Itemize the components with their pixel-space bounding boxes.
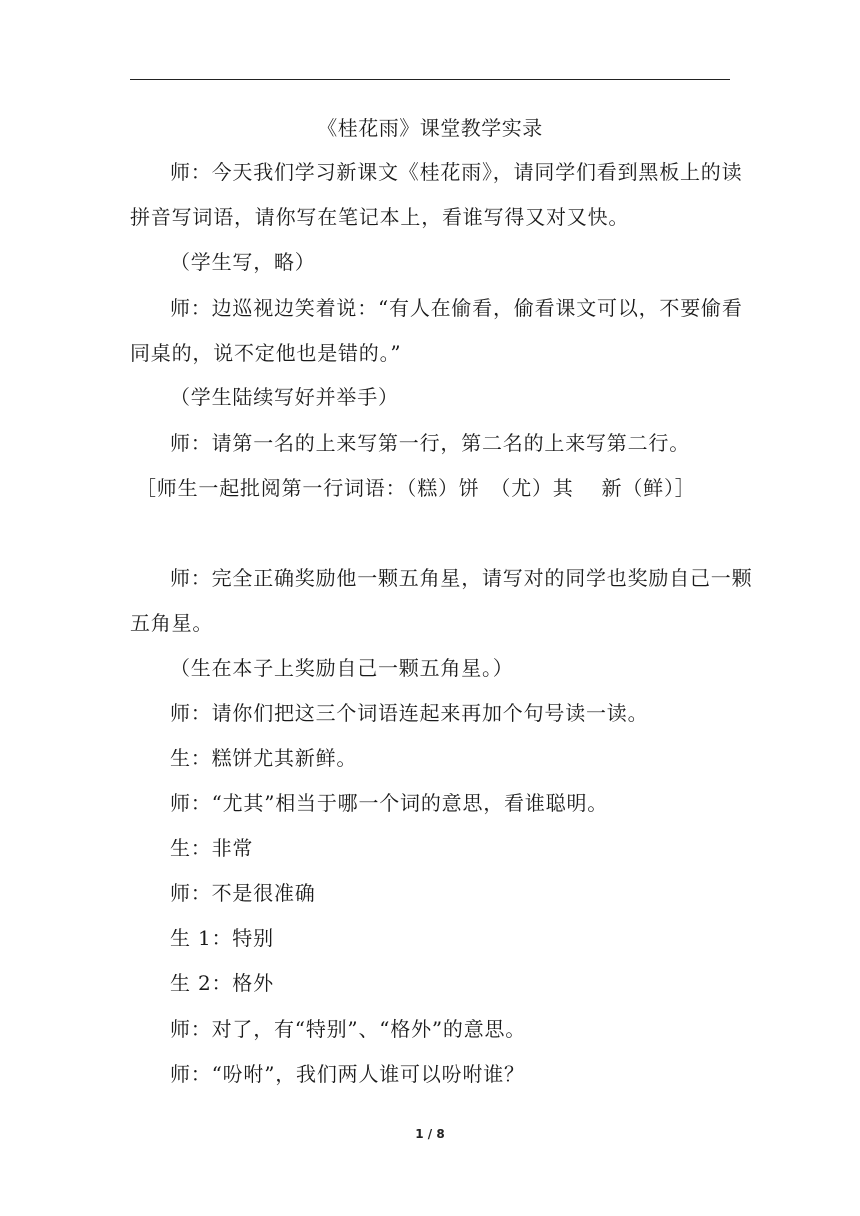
paragraph-line: 师：对了，有“特别”、“格外”的意思。 (170, 1017, 527, 1041)
paragraph-line: 师：“吩咐”，我们两人谁可以吩咐谁？ (170, 1062, 525, 1086)
paragraph-line: 五角星。 (130, 611, 214, 635)
paragraph-line: 生：非常 (170, 836, 254, 860)
paragraph-line: （学生陆续写好并举手） (170, 385, 399, 409)
paragraph-line: 师：请你们把这三个词语连起来再加个句号读一读。 (170, 701, 649, 725)
paragraph-line: 师：请第一名的上来写第一行，第二名的上来写第二行。 (170, 431, 690, 455)
paragraph-line: 生：糕饼尤其新鲜。 (170, 746, 358, 770)
paragraph-line: ［师生一起批阅第一行词语：（糕）饼 （尤）其 新（鲜）］ (136, 476, 696, 500)
paragraph-line: （学生写，略） (170, 250, 316, 274)
paragraph-line: 生 1：特别 (170, 926, 274, 950)
paragraph-line: 师：完全正确奖励他一颗五角星，请写对的同学也奖励自己一颗 (170, 566, 753, 590)
paragraph-line: 师：今天我们学习新课文《桂花雨》，请同学们看到黑板上的读 (170, 160, 743, 184)
paragraph-line: 拼音写词语，请你写在笔记本上，看谁写得又对又快。 (130, 205, 630, 229)
paragraph-line: 师：不是很准确 (170, 881, 316, 905)
document-title: 《桂花雨》课堂教学实录 (317, 116, 543, 140)
paragraph-line: （生在本子上奖励自己一颗五角星。） (170, 656, 514, 680)
paragraph-line: 生 2：格外 (170, 971, 274, 995)
paragraph-line: 师：边巡视边笑着说：“有人在偷看，偷看课文可以，不要偷看 (170, 296, 743, 320)
paragraph-line: 同桌的，说不定他也是错的。” (130, 341, 402, 365)
page-number: 1 / 8 (415, 1127, 445, 1141)
header-rule (130, 79, 730, 80)
paragraph-line: 师：“尤其”相当于哪一个词的意思，看谁聪明。 (170, 791, 609, 815)
